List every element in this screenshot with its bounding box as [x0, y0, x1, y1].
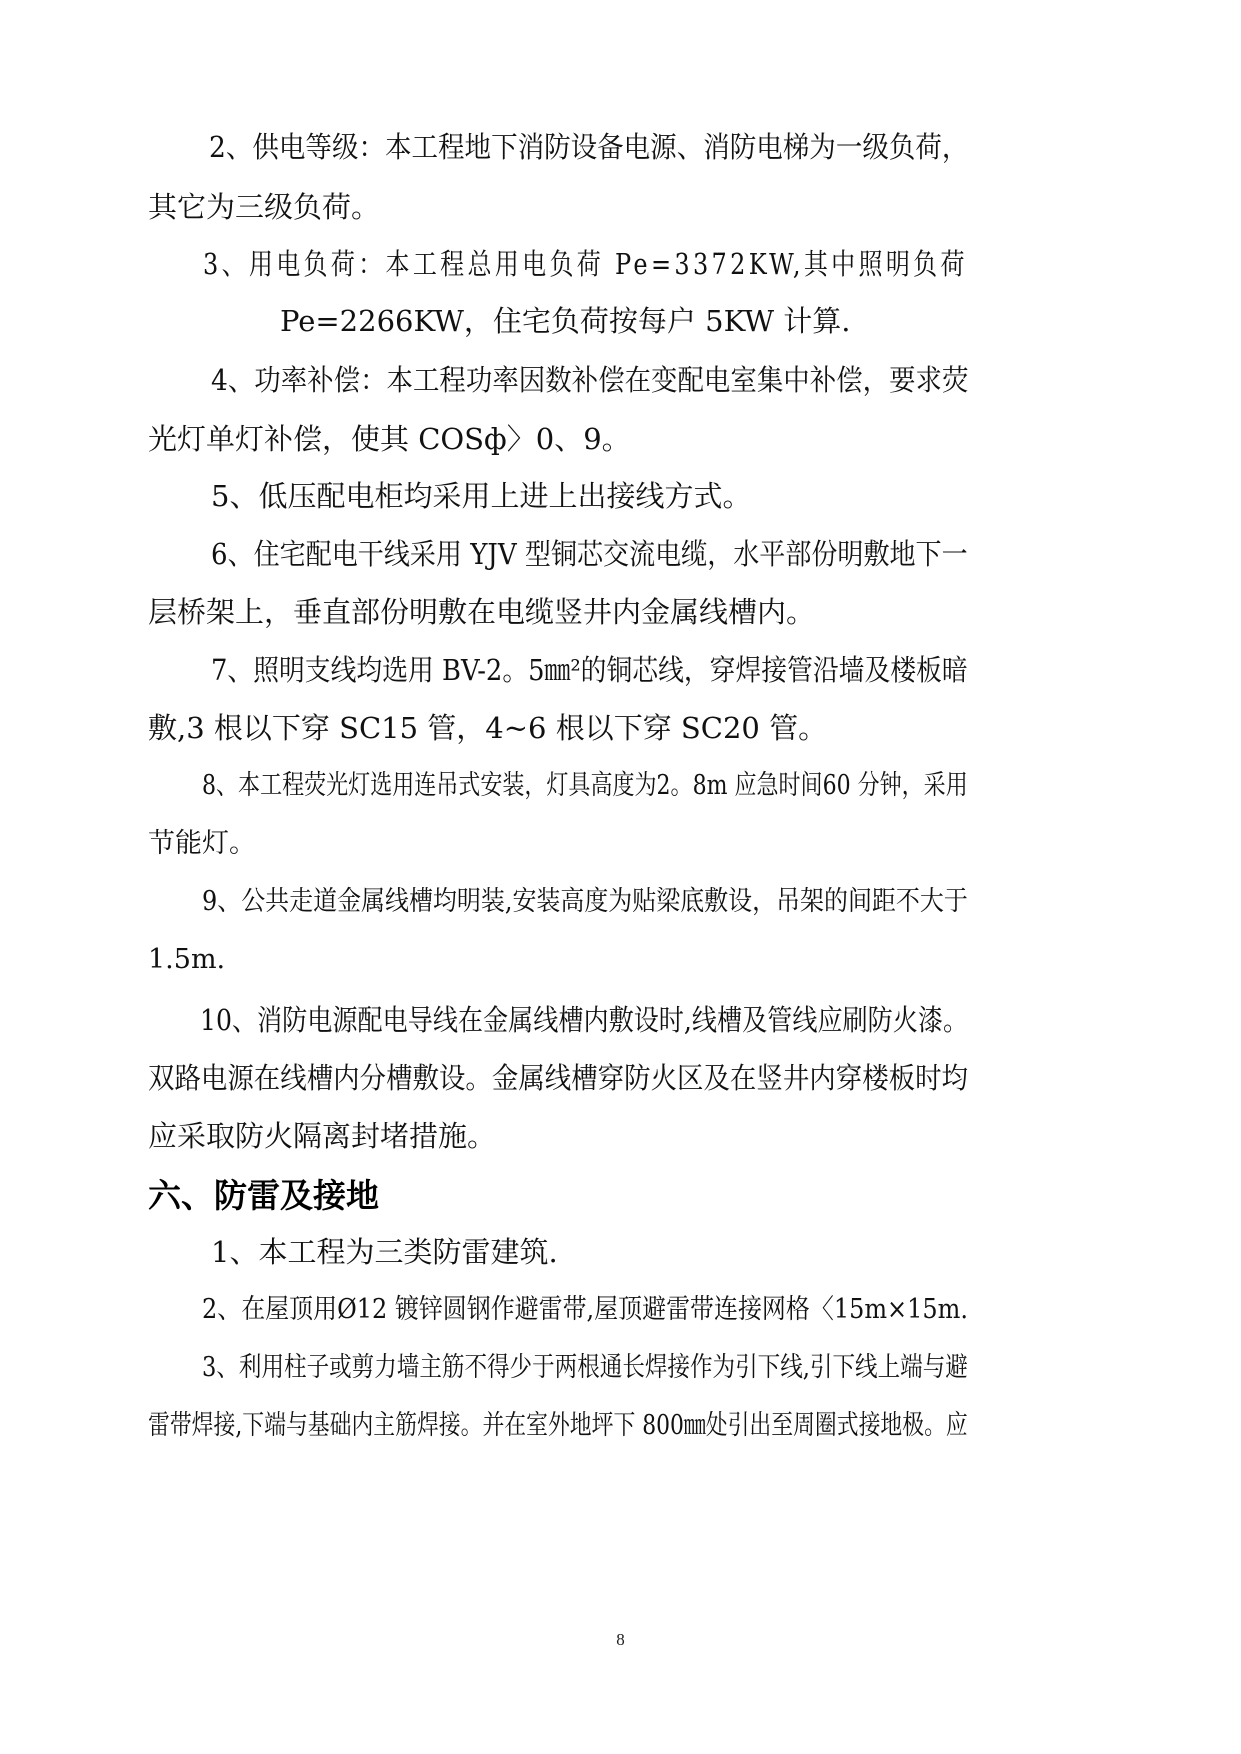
paragraph-line: 光灯单灯补偿，使其 COSф〉0、9。: [148, 422, 631, 456]
paragraph-line: 6、住宅配电干线采用 YJV 型铜芯交流电缆，水平部份明敷地下一: [211, 537, 968, 571]
paragraph-line: 其它为三级负荷。: [148, 190, 381, 224]
paragraph-line: 3、用电负荷：本工程总用电负荷 Pe=3372KW,其中照明负荷: [203, 247, 968, 281]
paragraph-line: 应采取防火隔离封堵措施。: [148, 1119, 497, 1153]
paragraph-line: 5、低压配电柜均采用上进上出接线方式。: [211, 479, 752, 513]
paragraph-line: 9、公共走道金属线槽均明装,安装高度为贴梁底敷设，吊架的间距不大于: [202, 886, 968, 917]
section-heading: 六、防雷及接地: [148, 1176, 379, 1215]
paragraph-line: 双路电源在线槽内分槽敷设。金属线槽穿防火区及在竖井内穿楼板时均: [148, 1061, 969, 1095]
paragraph-line: 7、照明支线均选用 BV-2。5㎜²的铜芯线，穿焊接管沿墙及楼板暗: [211, 653, 968, 687]
paragraph-line: 2、在屋顶用Ø12 镀锌圆钢作避雷带,屋顶避雷带连接网格〈15m×15m.: [202, 1294, 968, 1325]
paragraph-line: Pe=2266KW，住宅负荷按每户 5KW 计算.: [280, 304, 851, 338]
paragraph-line: 2、供电等级：本工程地下消防设备电源、消防电梯为一级负荷，: [209, 130, 969, 164]
paragraph-line: 1.5m.: [148, 944, 226, 975]
paragraph-line: 8、本工程荧光灯选用连吊式安装，灯具高度为2。8m 应急时间60 分钟，采用: [202, 770, 968, 801]
paragraph-line: 4、功率补偿：本工程功率因数补偿在变配电室集中补偿，要求荧: [211, 363, 969, 397]
paragraph-line: 1、本工程为三类防雷建筑.: [211, 1235, 558, 1269]
paragraph-line: 节能灯。: [148, 828, 256, 859]
paragraph-line: 10、消防电源配电导线在金属线槽内敷设时,线槽及管线应刷防火漆。: [200, 1003, 969, 1037]
paragraph-line: 层桥架上，垂直部份明敷在电缆竖井内金属线槽内。: [148, 595, 816, 629]
page-number: 8: [616, 1630, 625, 1649]
paragraph-line: 雷带焊接,下端与基础内主筋焊接。并在室外地坪下 800㎜处引出至周圈式接地极。应: [148, 1410, 968, 1441]
paragraph-line: 敷,3 根以下穿 SC15 管，4~6 根以下穿 SC20 管。: [148, 711, 828, 745]
paragraph-line: 3、利用柱子或剪力墙主筋不得少于两根通长焊接作为引下线,引下线上端与避: [202, 1352, 968, 1383]
